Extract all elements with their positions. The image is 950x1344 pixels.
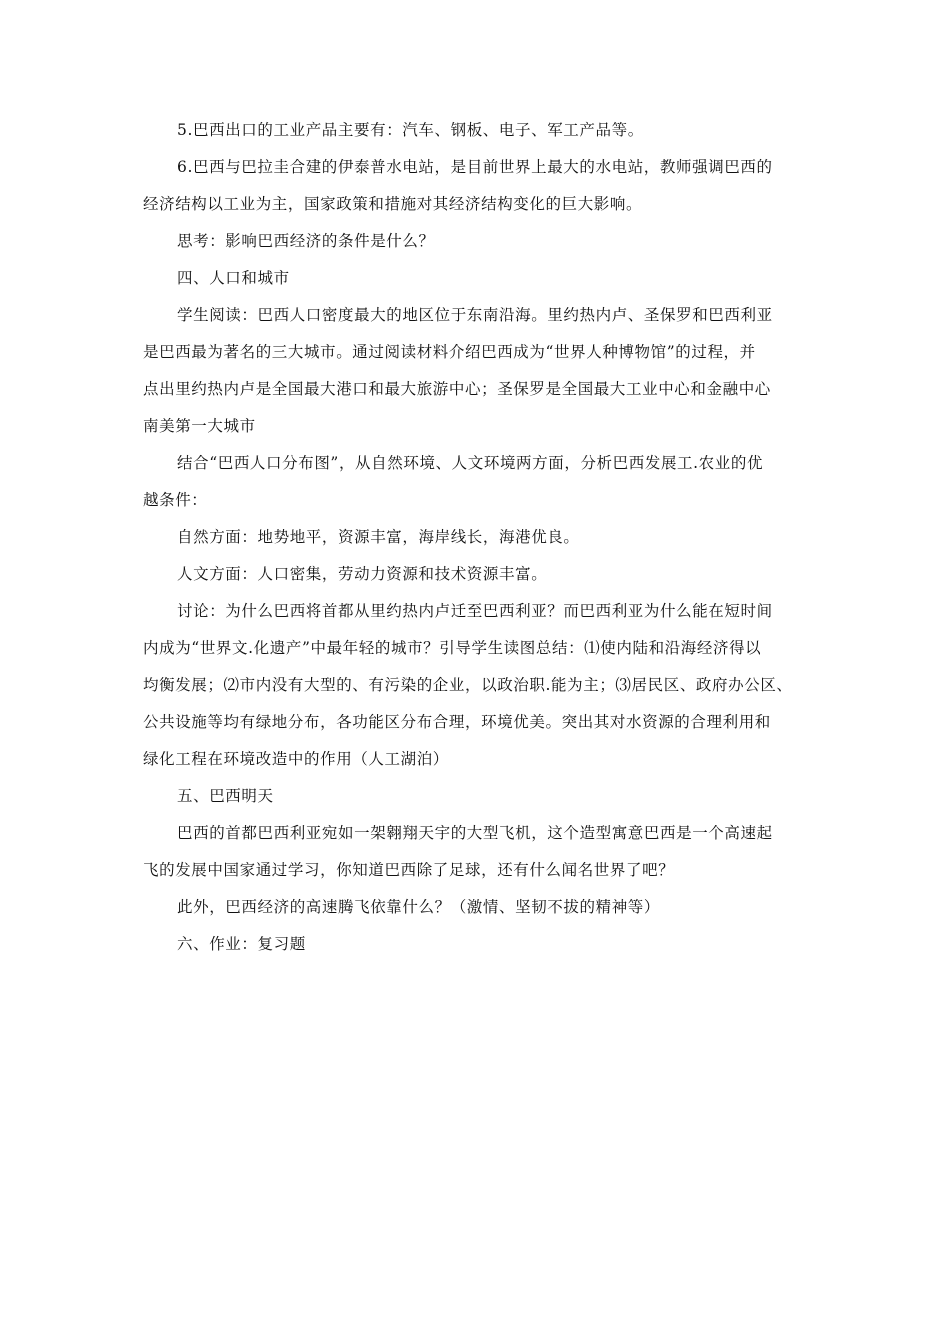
text-line: 结合“巴西人口分布图”，从自然环境、人文环境两方面，分析巴西发展工.农业的优 [177,454,764,472]
section-heading: 五、巴西明天 [177,787,274,805]
text-line: 讨论：为什么巴西将首都从里约热内卢迁至巴西利亚？而巴西利亚为什么能在短时间 [177,602,773,620]
text-line: 学生阅读：巴西人口密度最大的地区位于东南沿海。里约热内卢、圣保罗和巴西利亚 [177,306,773,324]
text-line: 此外，巴西经济的高速腾飞依靠什么？（激情、坚韧不拔的精神等） [177,898,661,916]
text-line: 公共设施等均有绿地分布，各功能区分布合理，环境优美。突出其对水资源的合理利用和 [143,713,771,731]
text-line: 绿化工程在环境改造中的作用（人工湖泊） [143,750,449,768]
text-line: 点出里约热内卢是全国最大港口和最大旅游中心；圣保罗是全国最大工业中心和金融中心 [143,380,771,398]
text-line: 5.巴西出口的工业产品主要有：汽车、钢板、电子、军工产品等。 [177,121,644,139]
section-heading: 四、人口和城市 [177,269,290,287]
text-line: 内成为“世界文.化遗产”中最年轻的城市？引导学生读图总结：⑴使内陆和沿海经济得以 [143,639,762,657]
text-line: 人文方面：人口密集，劳动力资源和技术资源丰富。 [177,565,548,583]
text-line: 6.巴西与巴拉圭合建的伊泰普水电站，是目前世界上最大的水电站，教师强调巴西的 [177,158,773,176]
text-line: 南美第一大城市 [143,417,256,435]
text-line: 经济结构以工业为主，国家政策和措施对其经济结构变化的巨大影响。 [143,195,643,213]
text-line: 巴西的首都巴西利亚宛如一架翱翔天宇的大型飞机，这个造型寓意巴西是一个高速起 [177,824,773,842]
text-line: 均衡发展；⑵市内没有大型的、有污染的企业，以政治职.能为主；⑶居民区、政府办公区、 [143,676,793,694]
text-line: 是巴西最为著名的三大城市。通过阅读材料介绍巴西成为“世界人种博物馆”的过程，并 [143,343,756,361]
text-line: 自然方面：地势地平，资源丰富，海岸线长，海港优良。 [177,528,580,546]
text-line: 越条件： [143,491,208,509]
section-heading: 六、作业：复习题 [177,935,306,953]
document-body [143,120,811,971]
text-line: 飞的发展中国家通过学习，你知道巴西除了足球，还有什么闻名世界了吧？ [143,861,675,879]
text-line: 思考：影响巴西经济的条件是什么？ [177,232,435,250]
